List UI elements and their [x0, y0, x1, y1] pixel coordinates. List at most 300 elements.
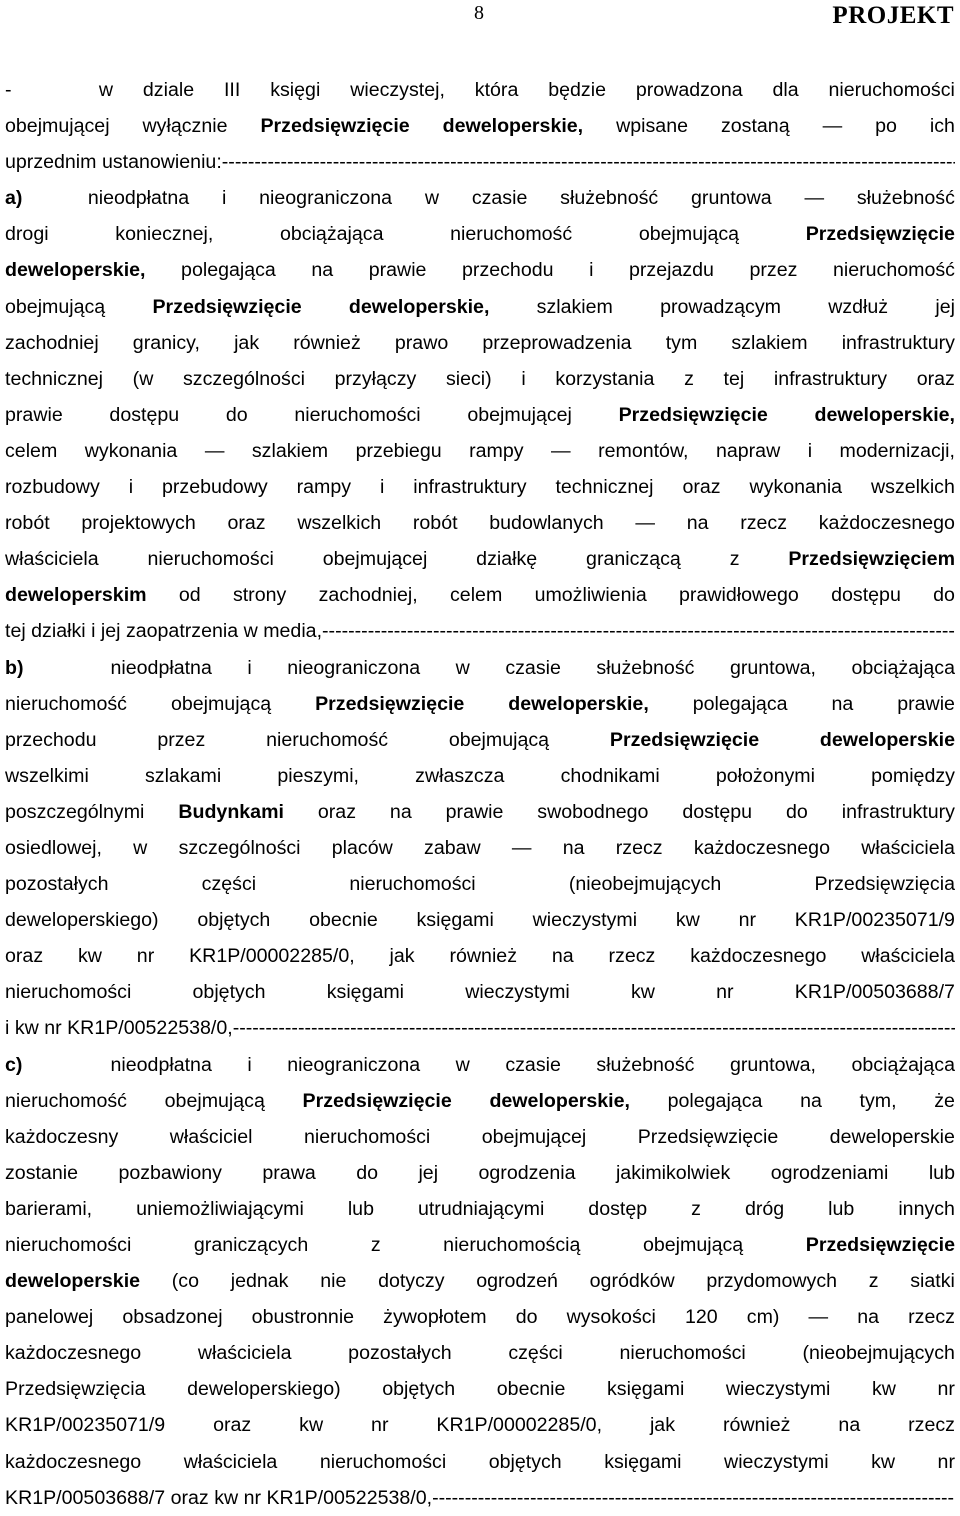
word: korzystania: [555, 367, 655, 390]
word: nieruchomość: [450, 223, 573, 246]
word: wszelkich: [297, 512, 382, 535]
word: jak: [649, 1414, 676, 1437]
text-line: [5, 1119, 955, 1155]
word: szlakami: [144, 764, 222, 787]
word: na: [311, 259, 334, 282]
text-line: [5, 433, 955, 469]
text-line: [5, 1444, 955, 1480]
word: jej: [100, 620, 121, 643]
word: pozostałych: [5, 873, 109, 896]
word: Przedsięwzięcia: [5, 1378, 146, 1401]
word: prawidłowego: [679, 584, 799, 607]
word: deweloperskiego): [187, 1378, 341, 1401]
text-line: [5, 108, 955, 144]
word: Przedsięwzięciem: [788, 548, 955, 571]
word: służebność: [596, 656, 695, 679]
word: zostaną: [720, 115, 790, 138]
word: przyłączy: [334, 367, 417, 390]
word: przez: [749, 259, 798, 282]
word: części: [508, 1342, 563, 1365]
text-line: [5, 1010, 955, 1046]
word: i: [91, 620, 96, 643]
word: jak: [389, 945, 415, 968]
word: i: [221, 187, 227, 210]
word: tym: [665, 331, 698, 354]
word: nr: [136, 945, 155, 968]
word: z: [691, 1197, 701, 1220]
word: i: [521, 367, 526, 390]
word: czasie: [505, 656, 561, 679]
word: Przedsięwzięcie: [618, 403, 768, 426]
word: w: [455, 1053, 470, 1076]
word: obsadzonej: [122, 1306, 223, 1329]
word: nieruchomości: [303, 1125, 431, 1148]
word: kw: [675, 909, 700, 932]
word: zostanie: [5, 1161, 78, 1184]
word: tym,: [859, 1089, 897, 1112]
word: przez: [157, 728, 206, 751]
text-line: [5, 866, 955, 902]
dash-filler: [322, 613, 955, 649]
text-line: [5, 1047, 955, 1083]
word: na: [800, 1089, 822, 1112]
word: w: [424, 187, 439, 210]
text-line: [5, 830, 955, 866]
word: jak: [234, 331, 260, 354]
word: Przedsięwzięcie: [152, 295, 302, 318]
word: osiedlowej,: [5, 836, 102, 859]
word: —: [822, 115, 843, 138]
word: działki: [31, 620, 86, 643]
word: która: [474, 79, 519, 101]
word: dotyczy: [378, 1270, 445, 1293]
word: obejmującą: [638, 223, 740, 246]
word: pozbawiony: [118, 1161, 222, 1184]
word: deweloperskie,: [814, 403, 955, 426]
text-line: [5, 1335, 955, 1371]
word: nieruchomości: [294, 403, 421, 426]
word: -: [5, 79, 12, 101]
word: rzecz: [740, 512, 788, 535]
word: nieruchomości: [349, 873, 476, 896]
word: dostępu: [831, 584, 901, 607]
word: infrastruktury: [841, 331, 955, 354]
word: wykonania: [749, 476, 843, 499]
word: robót: [5, 512, 50, 535]
word: graniczących: [193, 1234, 309, 1256]
word: —: [204, 439, 225, 462]
word: nieodpłatna: [87, 187, 190, 210]
word: nieograniczona: [287, 1053, 421, 1076]
word: uniemożliwiającymi: [136, 1197, 304, 1220]
word: nieruchomość: [5, 692, 127, 715]
word: po: [875, 115, 897, 138]
word: w: [133, 836, 148, 859]
word: dostępu: [682, 800, 753, 823]
word: szczególności: [183, 367, 305, 390]
word: również: [449, 945, 517, 968]
word: KR1P/00503688/7: [5, 1486, 166, 1509]
word: sieci): [445, 367, 492, 390]
word: zwłaszcza: [415, 764, 505, 787]
word: że: [934, 1089, 955, 1112]
word: Budynkami: [178, 800, 284, 823]
word: obejmującą: [170, 692, 272, 715]
word: —: [804, 187, 825, 210]
word: szlakiem: [251, 439, 329, 462]
word: technicznej: [555, 476, 654, 499]
word: na: [831, 692, 854, 715]
text-line: [5, 541, 955, 577]
text-line: [5, 1263, 955, 1299]
word: położonymi: [715, 764, 815, 787]
text-line: [5, 938, 955, 974]
word: nr: [937, 1450, 955, 1473]
word: Przedsięwzięcie: [260, 115, 410, 138]
word: prawie: [445, 800, 504, 823]
text-line: [5, 1480, 955, 1516]
text-line: [5, 1191, 955, 1227]
text-line: [5, 289, 955, 325]
word: ogródków: [589, 1270, 675, 1293]
word: z: [868, 1270, 879, 1293]
word: dostępu: [109, 403, 180, 426]
word: nr: [937, 1378, 955, 1401]
word: Przedsięwzięcie: [315, 692, 465, 715]
word: prawa: [262, 1161, 316, 1184]
word: wieczystymi: [725, 1378, 831, 1401]
word: nieodpłatna: [110, 656, 212, 679]
word: koniecznej,: [115, 223, 214, 246]
text-line: [5, 613, 955, 649]
project-label: PROJEKT: [832, 2, 954, 29]
word: nieruchomości: [828, 79, 955, 101]
word: prowadzona: [635, 79, 743, 101]
word: KR1P/00522538/0,: [67, 1017, 233, 1040]
text-line: [5, 577, 955, 613]
word: do: [356, 1161, 378, 1184]
text-line: [5, 469, 955, 505]
word: jej: [935, 295, 955, 318]
word: jej: [418, 1161, 439, 1184]
word: kw: [214, 1486, 239, 1509]
word: oraz: [213, 1414, 252, 1437]
word: na: [686, 512, 709, 535]
word: właściciela: [197, 1342, 292, 1365]
word: nieruchomość: [266, 728, 389, 751]
word: objętych: [488, 1450, 562, 1473]
word: KR1P/00235071/9: [794, 909, 955, 932]
text-line: [5, 1083, 955, 1119]
word: wzdłuż: [828, 295, 889, 318]
word: księgami: [326, 981, 405, 1004]
word: przebiegu: [355, 439, 442, 462]
text-line: [5, 758, 955, 794]
word: oraz: [317, 800, 356, 823]
word: jednak: [230, 1270, 289, 1293]
word: i: [5, 1017, 10, 1040]
word: gruntowa,: [729, 656, 816, 679]
word: prawie: [368, 259, 427, 282]
word: celem: [5, 439, 58, 462]
word: lub: [347, 1197, 374, 1220]
text-line: [5, 252, 955, 288]
word: na: [562, 836, 585, 859]
dash-filler: [233, 1010, 955, 1046]
word: księgami: [604, 1450, 682, 1473]
word: placów: [331, 836, 393, 859]
word: innych: [898, 1197, 955, 1220]
word: obejmującej: [322, 548, 428, 571]
word: tej: [5, 620, 26, 643]
text-line: [5, 902, 955, 938]
word: rzecz: [608, 945, 656, 968]
word: (nieobejmujących: [568, 873, 722, 896]
word: Przedsięwzięcia: [814, 873, 955, 896]
word: (co: [171, 1270, 199, 1293]
word: księgi: [270, 79, 321, 101]
word: i: [589, 259, 594, 282]
word: kw: [871, 1450, 896, 1473]
word: KR1P/00235071/9: [5, 1414, 166, 1437]
word: żywopłotem: [383, 1306, 487, 1329]
text-line: [5, 1155, 955, 1191]
word: właściciel: [169, 1125, 253, 1148]
word: z: [729, 548, 740, 571]
word: wszelkimi: [5, 764, 89, 787]
word: infrastruktury: [773, 367, 888, 390]
word: gruntowa: [691, 187, 772, 210]
word: nieruchomości: [5, 981, 132, 1004]
word: wieczystymi: [465, 981, 570, 1004]
word: infrastruktury: [841, 800, 955, 823]
word: umożliwienia: [534, 584, 647, 607]
word: obejmującą: [5, 295, 106, 318]
word: napraw: [715, 439, 781, 462]
word: 120: [685, 1306, 718, 1329]
word: gruntowa,: [729, 1053, 816, 1076]
word: obciążająca: [851, 656, 955, 679]
word: deweloperskie,: [442, 115, 584, 138]
word: każdoczesnego: [5, 1450, 142, 1473]
word: oraz: [170, 1486, 209, 1509]
word: nieruchomości: [319, 1450, 447, 1473]
word: będzie: [548, 79, 606, 101]
word: KR1P/00522538/0,: [266, 1486, 433, 1509]
word: uprzednim: [5, 151, 97, 174]
word: pieszymi,: [277, 764, 359, 787]
word: a): [5, 187, 23, 210]
word: wysokości: [566, 1306, 656, 1329]
word: infrastruktury: [413, 476, 527, 499]
word: ich: [929, 115, 955, 138]
word: każdoczesnego: [5, 1342, 142, 1365]
word: tej: [723, 367, 745, 390]
word: robót: [412, 512, 458, 535]
word: na: [389, 800, 412, 823]
word: rampy: [469, 439, 524, 462]
word: właściciela: [861, 836, 955, 859]
word: szlakiem: [731, 331, 808, 354]
word: obejmującej: [467, 403, 572, 426]
word: —: [808, 1306, 829, 1329]
word: dostęp: [588, 1197, 648, 1220]
word: obejmującej: [5, 115, 110, 138]
word: KR1P/00002285/0,: [436, 1414, 603, 1437]
word: oraz: [5, 945, 44, 968]
word: i: [247, 656, 252, 679]
word: KR1P/00503688/7: [794, 981, 955, 1004]
word: przechodu: [5, 728, 97, 751]
word: i: [807, 439, 813, 462]
word: utrudniającymi: [417, 1197, 545, 1220]
word: lub: [828, 1197, 855, 1220]
text-line: [5, 72, 955, 108]
word: projektowych: [81, 512, 196, 535]
word: (nieobejmujących: [802, 1342, 955, 1365]
word: przejazdu: [628, 259, 714, 282]
word: właściciela: [183, 1450, 278, 1473]
word: chodnikami: [560, 764, 660, 787]
word: nr: [44, 1017, 62, 1040]
word: deweloperskie: [829, 1125, 955, 1148]
dash-filler: [432, 1480, 955, 1516]
word: nieruchomością: [443, 1234, 581, 1256]
word: dla: [772, 79, 799, 101]
word: —: [635, 512, 655, 535]
word: technicznej: [5, 367, 104, 390]
word: i: [247, 1053, 252, 1076]
word: księgami: [607, 1378, 685, 1401]
word: deweloperskie,: [508, 692, 649, 715]
word: nr: [716, 981, 734, 1004]
word: działkę: [476, 548, 538, 571]
word: nieruchomości: [5, 1234, 132, 1256]
text-line: [5, 974, 955, 1010]
word: prawie: [5, 403, 63, 426]
word: każdoczesnego: [690, 945, 827, 968]
word: drogi: [5, 223, 49, 246]
word: dziale: [142, 79, 195, 101]
dash-filler: [222, 144, 955, 180]
word: jakimikolwiek: [615, 1161, 731, 1184]
word: polegająca: [692, 692, 788, 715]
word: w: [98, 79, 114, 101]
word: każdoczesny: [5, 1125, 119, 1148]
word: deweloperskie,: [348, 295, 490, 318]
word: od: [178, 584, 201, 607]
word: nr: [738, 909, 757, 932]
word: lub: [928, 1161, 955, 1184]
word: obecnie: [309, 909, 378, 932]
word: kw: [630, 981, 655, 1004]
word: również: [722, 1414, 791, 1437]
word: i: [128, 476, 134, 499]
word: do: [515, 1306, 538, 1329]
word: czasie: [471, 187, 528, 210]
text-line: [5, 1227, 955, 1263]
word: wieczystej,: [350, 79, 445, 101]
word: poszczególnymi: [5, 800, 145, 823]
word: rampy: [296, 476, 352, 499]
word: służebność: [596, 1053, 695, 1076]
word: nieograniczona: [287, 656, 421, 679]
word: nieruchomość: [5, 1089, 127, 1112]
word: właściciela: [5, 548, 99, 571]
text-line: [5, 505, 955, 541]
word: każdoczesnego: [818, 512, 955, 535]
word: prawo: [394, 331, 449, 354]
word: oraz: [916, 367, 955, 390]
word: swobodnego: [537, 800, 649, 823]
word: granicy,: [132, 331, 200, 354]
text-line: [5, 144, 955, 180]
word: do: [786, 800, 808, 823]
word: rzecz: [908, 1306, 955, 1329]
word: rozbudowy: [5, 476, 100, 499]
word: III: [223, 79, 241, 101]
word: kw: [77, 945, 102, 968]
word: nr: [371, 1414, 389, 1437]
word: wpisane: [616, 115, 688, 138]
word: również: [293, 331, 361, 354]
word: Przedsięwzięcie: [805, 223, 955, 246]
word: oraz: [682, 476, 721, 499]
word: Przedsięwzięcie: [637, 1125, 779, 1148]
word: —: [511, 836, 532, 859]
word: deweloperskiego): [5, 909, 159, 932]
word: na: [838, 1414, 861, 1437]
word: obejmującej: [481, 1125, 587, 1148]
word: KR1P/00002285/0,: [189, 945, 355, 968]
word: nieruchomości: [619, 1342, 746, 1365]
text-line: [5, 1371, 955, 1407]
text-line: [5, 361, 955, 397]
word: ustanowieniu:: [101, 151, 222, 174]
word: nieruchomości: [147, 548, 274, 571]
word: właściciela: [861, 945, 955, 968]
word: remontów,: [598, 439, 689, 462]
text-line: [5, 1299, 955, 1335]
word: przydomowych: [706, 1270, 838, 1293]
word: szlakiem: [536, 295, 613, 318]
word: zabaw: [424, 836, 481, 859]
word: obejmującą: [164, 1089, 265, 1112]
word: nieograniczona: [259, 187, 393, 210]
word: kw: [14, 1017, 39, 1040]
word: przechodu: [462, 259, 554, 282]
word: służebność: [856, 187, 955, 210]
word: c): [5, 1053, 23, 1076]
word: siatki: [910, 1270, 955, 1293]
word: ogrodzeń: [476, 1270, 558, 1293]
word: pozostałych: [348, 1342, 452, 1365]
word: objętych: [192, 981, 266, 1004]
word: wszelkich: [871, 476, 955, 499]
word: w: [455, 656, 470, 679]
word: budowlanych: [489, 512, 604, 535]
word: —: [551, 439, 571, 462]
word: deweloperskie,: [489, 1089, 630, 1112]
word: rzecz: [615, 836, 663, 859]
word: zachodniej: [5, 331, 99, 354]
word: objętych: [197, 909, 271, 932]
word: przebudowy: [162, 476, 268, 499]
word: modernizacji,: [839, 439, 955, 462]
word: zaopatrzenia: [125, 620, 239, 643]
word: polegająca: [667, 1089, 763, 1112]
word: ogrodzenia: [478, 1161, 576, 1184]
